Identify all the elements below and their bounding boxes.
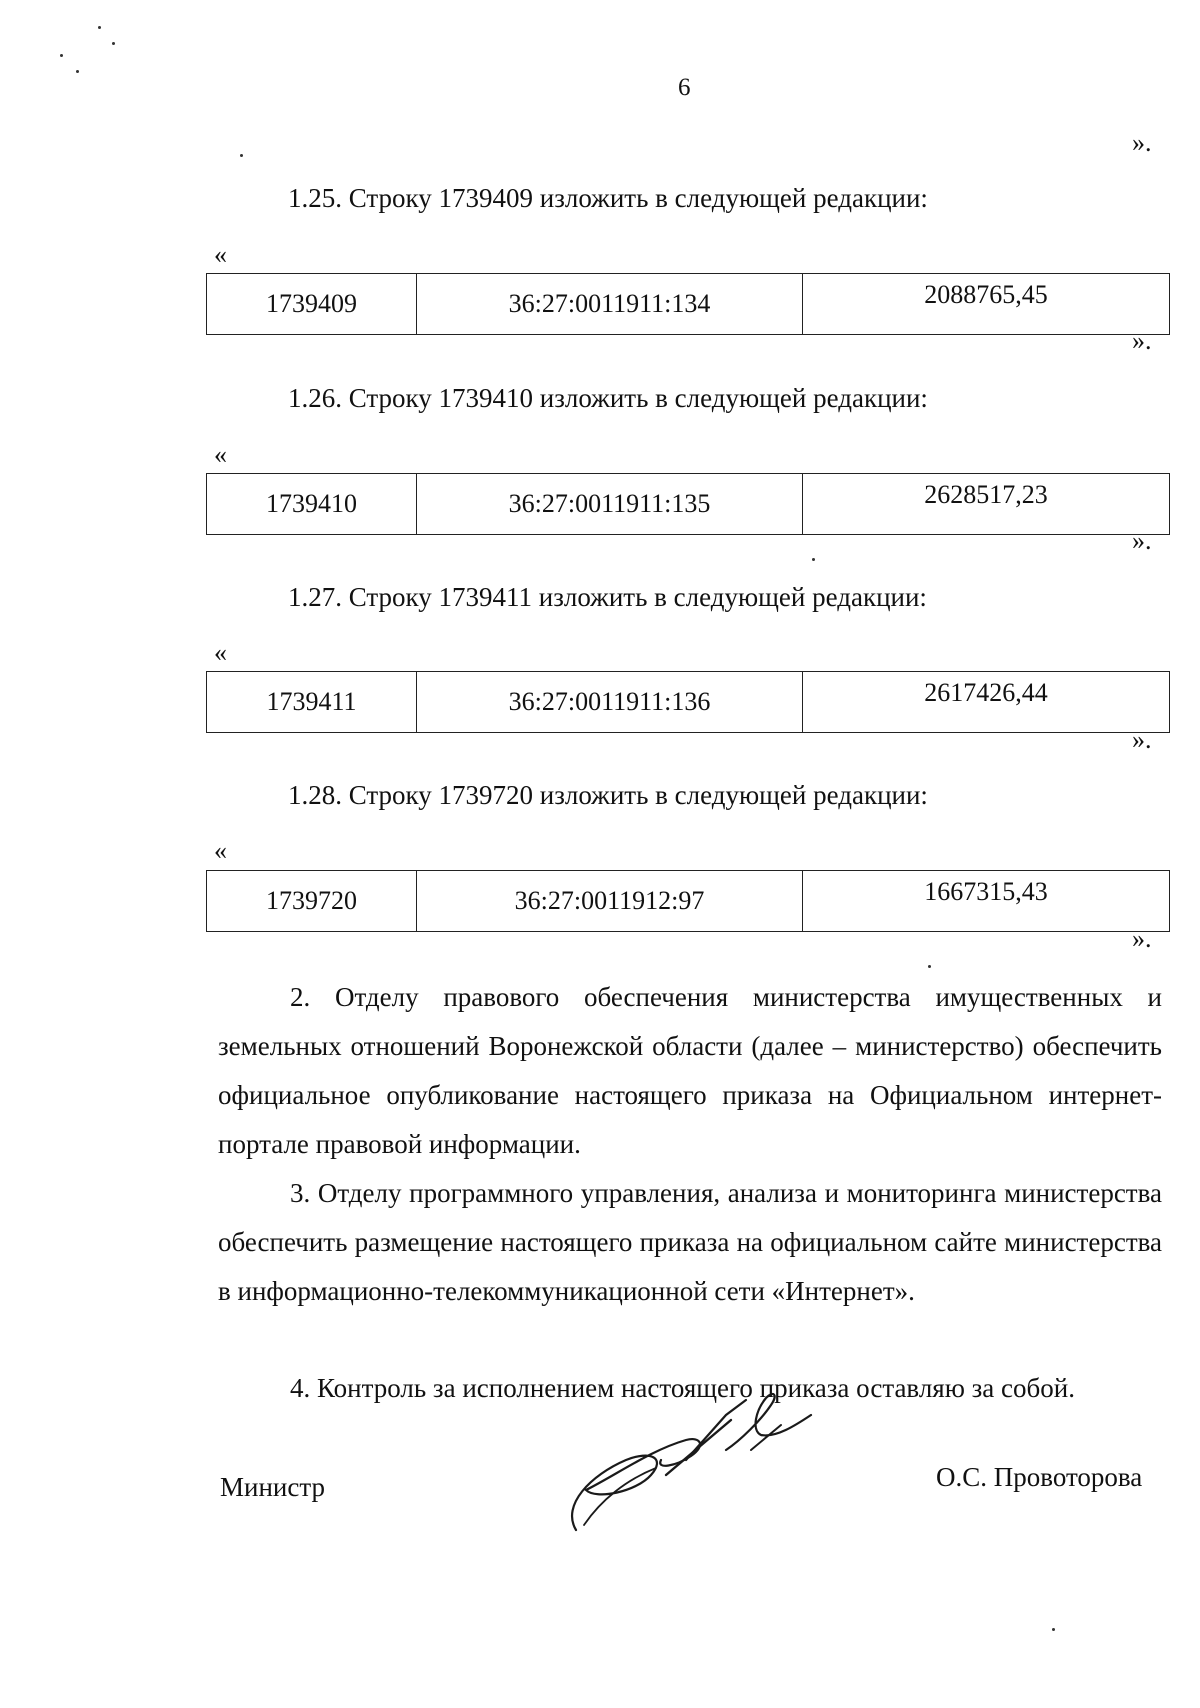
row-number-cell: 1739409: [207, 274, 417, 334]
value-cell: 2088765,45: [924, 280, 1048, 309]
paragraph-3-text: 3. Отделу программного управления, анализа и мониторинга министерства обеспечить размещение настоящего приказа на официальном сайте министерства в информационно-телекоммуникационной сети «Интернет».: [218, 1178, 1162, 1306]
paragraph-3: [218, 1169, 1162, 1316]
scan-speck: [928, 965, 931, 968]
signatory-title: Министр: [220, 1472, 325, 1502]
closing-quote: ».: [1132, 725, 1152, 754]
signatory-name: О.С. Провоторова: [936, 1462, 1143, 1492]
handwritten-signature: [556, 1380, 836, 1550]
cadastral-number-cell: 36:27:0011911:135: [417, 474, 803, 534]
scan-speck: [112, 42, 115, 45]
clause-heading: 1.25. Строку 1739409 изложить в следующей редакции:: [288, 183, 928, 213]
paragraph-2: [218, 973, 1162, 1169]
table-row: [206, 671, 1170, 733]
clause-heading: 1.27. Строку 1739411 изложить в следующей редакции:: [288, 582, 927, 612]
closing-quote: ».: [1132, 924, 1152, 953]
scan-speck: [240, 154, 243, 157]
opening-quote: «: [214, 638, 227, 667]
clause-heading: 1.26. Строку 1739410 изложить в следующей редакции:: [288, 383, 928, 413]
row-number-cell: 1739411: [207, 672, 417, 732]
row-number-cell: 1739720: [207, 871, 417, 931]
scan-speck: [60, 54, 63, 57]
table-row: [206, 273, 1170, 335]
paragraph-4-text: 4. Контроль за исполнением настоящего приказа оставляю за собой.: [290, 1373, 1075, 1403]
scan-speck: [812, 558, 815, 561]
opening-quote: «: [214, 836, 227, 865]
opening-quote: «: [214, 240, 227, 269]
closing-quote: ».: [1132, 526, 1152, 555]
clause-heading: 1.28. Строку 1739720 изложить в следующей редакции:: [288, 780, 928, 810]
cadastral-number-cell: 36:27:0011911:136: [417, 672, 803, 732]
closing-quote: ».: [1132, 128, 1152, 157]
opening-quote: «: [214, 440, 227, 469]
scan-speck: [98, 26, 101, 29]
scan-speck: [1052, 1628, 1055, 1631]
value-cell: 2617426,44: [924, 678, 1048, 707]
cadastral-number-cell: 36:27:0011912:97: [417, 871, 803, 931]
table-row: [206, 870, 1170, 932]
paragraph-2-text: 2. Отделу правового обеспечения министерства имущественных и земельных отношений Воронежской области (далее – министерство) обеспечить официальное опубликование настоящего приказа на Официальном интернет-портале правовой информации.: [218, 982, 1162, 1159]
scan-speck: [76, 70, 79, 73]
cadastral-number-cell: 36:27:0011911:134: [417, 274, 803, 334]
value-cell: 1667315,43: [924, 877, 1048, 906]
value-cell: 2628517,23: [924, 480, 1048, 509]
table-row: [206, 473, 1170, 535]
closing-quote: ».: [1132, 326, 1152, 355]
page-number: 6: [678, 74, 691, 101]
row-number-cell: 1739410: [207, 474, 417, 534]
